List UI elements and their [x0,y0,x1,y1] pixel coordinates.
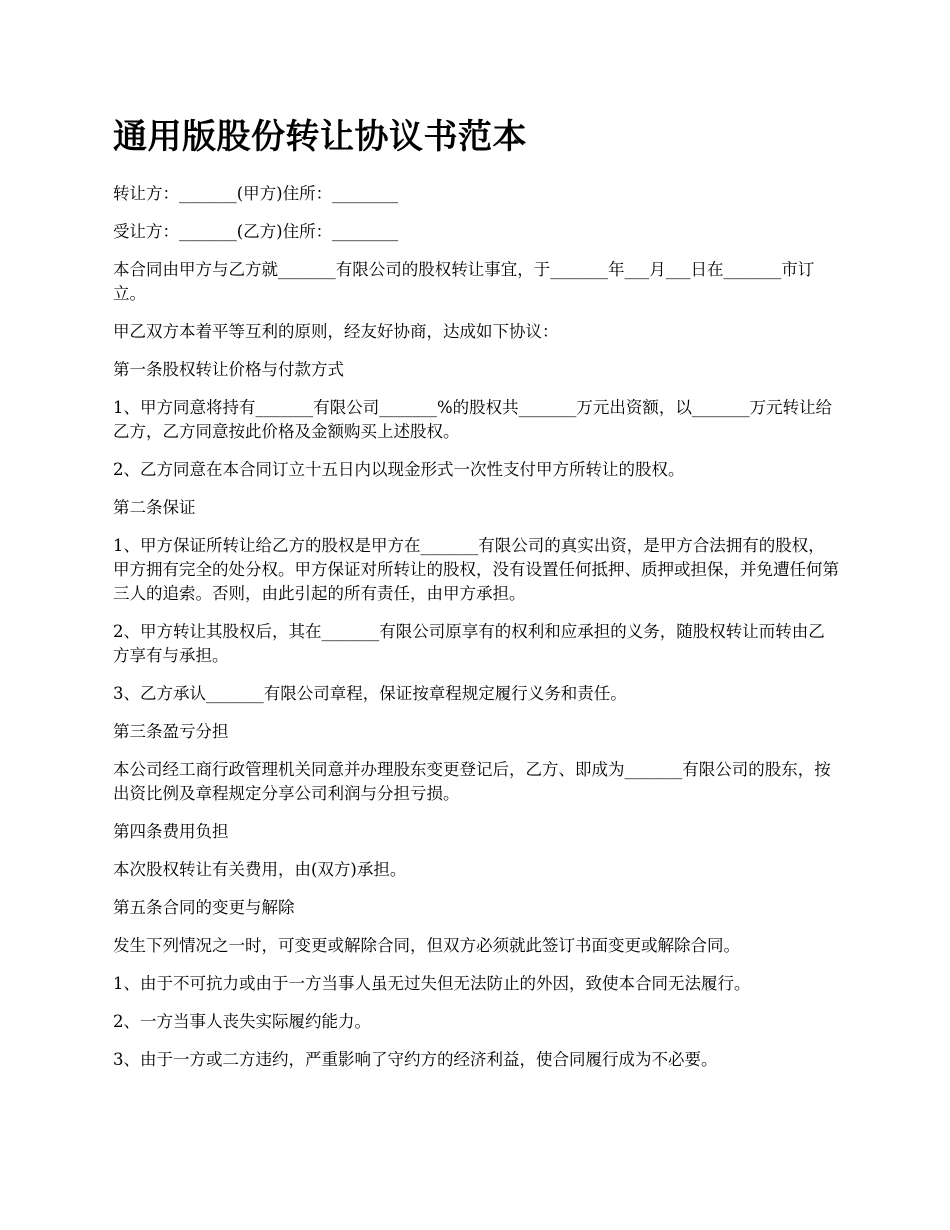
agreement-statement: 甲乙双方本着平等互利的原则，经友好协商，达成如下协议： [113,322,559,341]
clause-2-2: 2、甲方转让其股权后，其在_______有限公司原享有的权利和应承担的义务，随股权转让而转由乙方享有与承担。 [113,622,825,665]
document-title: 通用版股份转让协议书范本 [113,117,527,157]
clause-5-2: 2、一方当事人丧失实际履约能力。 [113,1012,371,1031]
clause-4: 本次股权转让有关费用，由(双方)承担。 [113,860,407,879]
intro-paragraph: 本合同由甲方与乙方就_______有限公司的股权转让事宜，于_______年___月___日在_______市订立。 [113,260,815,303]
clause-5-1: 1、由于不可抗力或由于一方当事人虽无过失但无法防止的外因，致使本合同无法履行。 [113,974,751,993]
clause-5-intro: 发生下列情况之一时，可变更或解除合同，但双方必须就此签订书面变更或解除合同。 [113,936,740,955]
clause-1-1: 1、甲方同意将持有_______有限公司_______%的股权共_______万元出资额，以_______万元转让给乙方，乙方同意按此价格及金额购买上述股权。 [113,398,833,441]
section-heading-1: 第一条股权转让价格与付款方式 [113,360,344,379]
clause-5-3: 3、由于一方或二方违约，严重影响了守约方的经济利益，使合同履行成为不必要。 [113,1050,718,1069]
section-heading-4: 第四条费用负担 [113,822,229,841]
section-heading-5: 第五条合同的变更与解除 [113,898,295,917]
clause-2-1: 1、甲方保证所转让给乙方的股权是甲方在_______有限公司的真实出资，是甲方合法拥有的股权，甲方拥有完全的处分权。甲方保证对所转让的股权，没有设置任何抵押、质押或担保，并免遭任何第三人的追索。否则，由此引起的所有责任，由甲方承担。 [113,536,839,603]
section-heading-3: 第三条盈亏分担 [113,722,229,741]
section-heading-2: 第二条保证 [113,498,196,517]
transferor-line: 转让方：_______(甲方)住所：________ [113,184,399,203]
clause-1-2: 2、乙方同意在本合同订立十五日内以现金形式一次性支付甲方所转让的股权。 [113,460,685,479]
clause-2-3: 3、乙方承认_______有限公司章程，保证按章程规定履行义务和责任。 [113,684,627,703]
document-page [113,112,841,1086]
clause-3: 本公司经工商行政管理机关同意并办理股东变更登记后，乙方、即成为_______有限公司的股东，按出资比例及章程规定分享公司利润与分担亏损。 [113,760,831,803]
transferee-line: 受让方：_______(乙方)住所：________ [113,222,399,241]
